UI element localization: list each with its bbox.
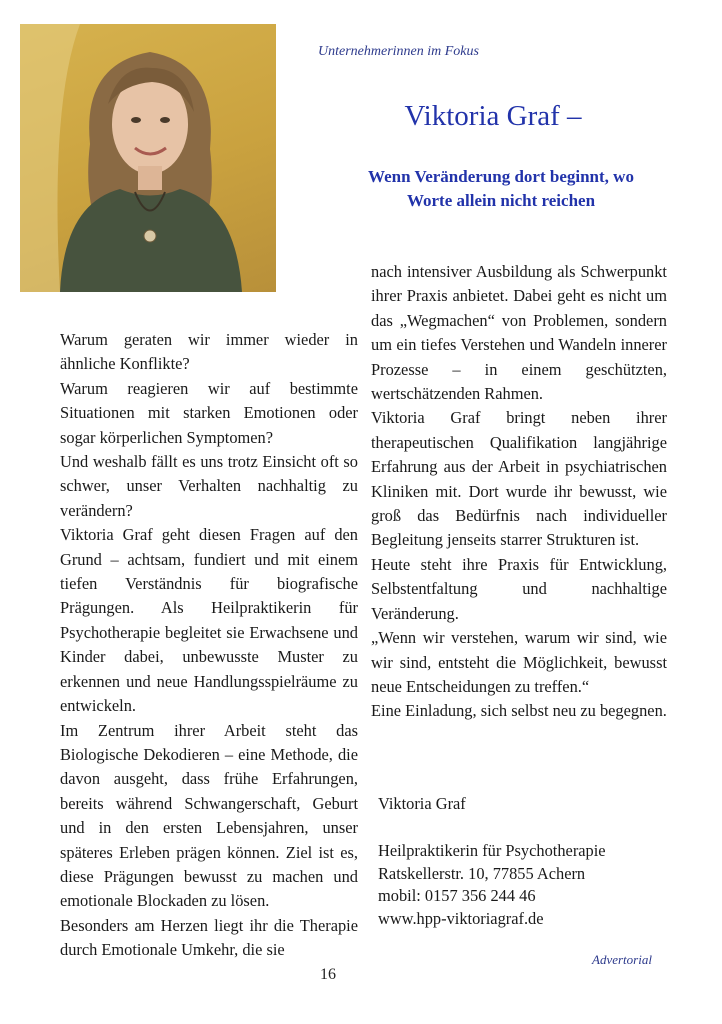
- profession: Heilpraktikerin für Psychotherapie: [378, 841, 606, 860]
- paragraph: „Wenn wir verstehen, warum wir sind, wie wir sind, entsteht die Möglichkeit, bewusst neue Entscheidungen zu treffen.“: [371, 628, 667, 696]
- article-title: Viktoria Graf –: [404, 100, 582, 132]
- paragraph: Besonders am Herzen liegt ihr die Therapie durch Emotionale Umkehr, die sie: [60, 915, 358, 960]
- left-column: [60, 328, 358, 963]
- subtitle-line-2: Worte allein nicht reichen: [406, 191, 596, 210]
- portrait-illustration: [20, 24, 276, 292]
- phone-number: mobil: 0157 356 244 46: [378, 886, 536, 905]
- advertorial-label: Advertorial: [592, 952, 652, 967]
- paragraph: Im Zentrum ihrer Arbeit steht das Biologische Dekodieren – eine Methode, die davon ausgeht, dass frühe Erfahrungen, bereits während Schwangerschaft, Geburt und in den ersten Lebensjahren, unser späteres Erleben prägen können. Ziel ist es, diese Prägungen bewusst zu machen und emotionale Blockaden zu lösen.: [60, 720, 358, 911]
- paragraph: Viktoria Graf bringt neben ihrer therapeutischen Qualifikation langjährige Erfahrung aus der Arbeit in psychiatrischen Kliniken mit. Dort wurde ihr bewusst, wie groß das Bedürfnis nach individueller Begleitung jenseits starrer Strukturen ist.: [371, 408, 667, 550]
- signature: Viktoria Graf: [378, 794, 466, 813]
- paragraph: Warum geraten wir immer wieder in ähnliche Konflikte?: [60, 330, 358, 374]
- paragraph: Warum reagieren wir auf bestimmte Situationen mit starken Emotionen oder sogar körperlichen Symptomen?: [60, 378, 358, 447]
- paragraph: Und weshalb fällt es uns trotz Einsicht oft so schwer, unser Verhalten nachhaltig zu verändern?: [60, 452, 358, 520]
- address: Ratskellerstr. 10, 77855 Achern: [378, 863, 586, 883]
- contact-block: [378, 840, 606, 930]
- paragraph: Viktoria Graf geht diesen Fragen auf den Grund – achtsam, fundiert und mit einem tiefen Verständnis für biografische Prägungen. Als Heilpraktikerin für Psychotherapie begleitet sie Erwachsene und Kinder dabei, unbewusste Muster zu erkennen und neue Handlungsspielräume zu entwickeln.: [60, 525, 358, 716]
- paragraph: Eine Einladung, sich selbst neu zu begegnen.: [371, 701, 667, 721]
- page-number: 16: [320, 966, 336, 983]
- website-link[interactable]: www.hpp-viktoriagraf.de: [378, 908, 544, 928]
- article-subtitle: [318, 165, 684, 213]
- portrait-photo: [20, 24, 276, 292]
- subtitle-line-1: Wenn Veränderung dort beginnt, wo: [368, 167, 634, 186]
- paragraph: nach intensiver Ausbildung als Schwerpunkt ihrer Praxis anbietet. Dabei geht es nicht um das „Wegmachen“ von Problemen, sondern um ein tiefes Verstehen und Wandeln innerer Prozesse – in einem geschützten, wertschätzenden Rahmen.: [371, 262, 667, 404]
- right-column: [371, 260, 667, 724]
- paragraph: Heute steht ihre Praxis für Entwicklung, Selbstentfaltung und nachhaltige Veränderung.: [371, 554, 667, 623]
- section-label: Unternehmerinnen im Fokus: [318, 44, 479, 59]
